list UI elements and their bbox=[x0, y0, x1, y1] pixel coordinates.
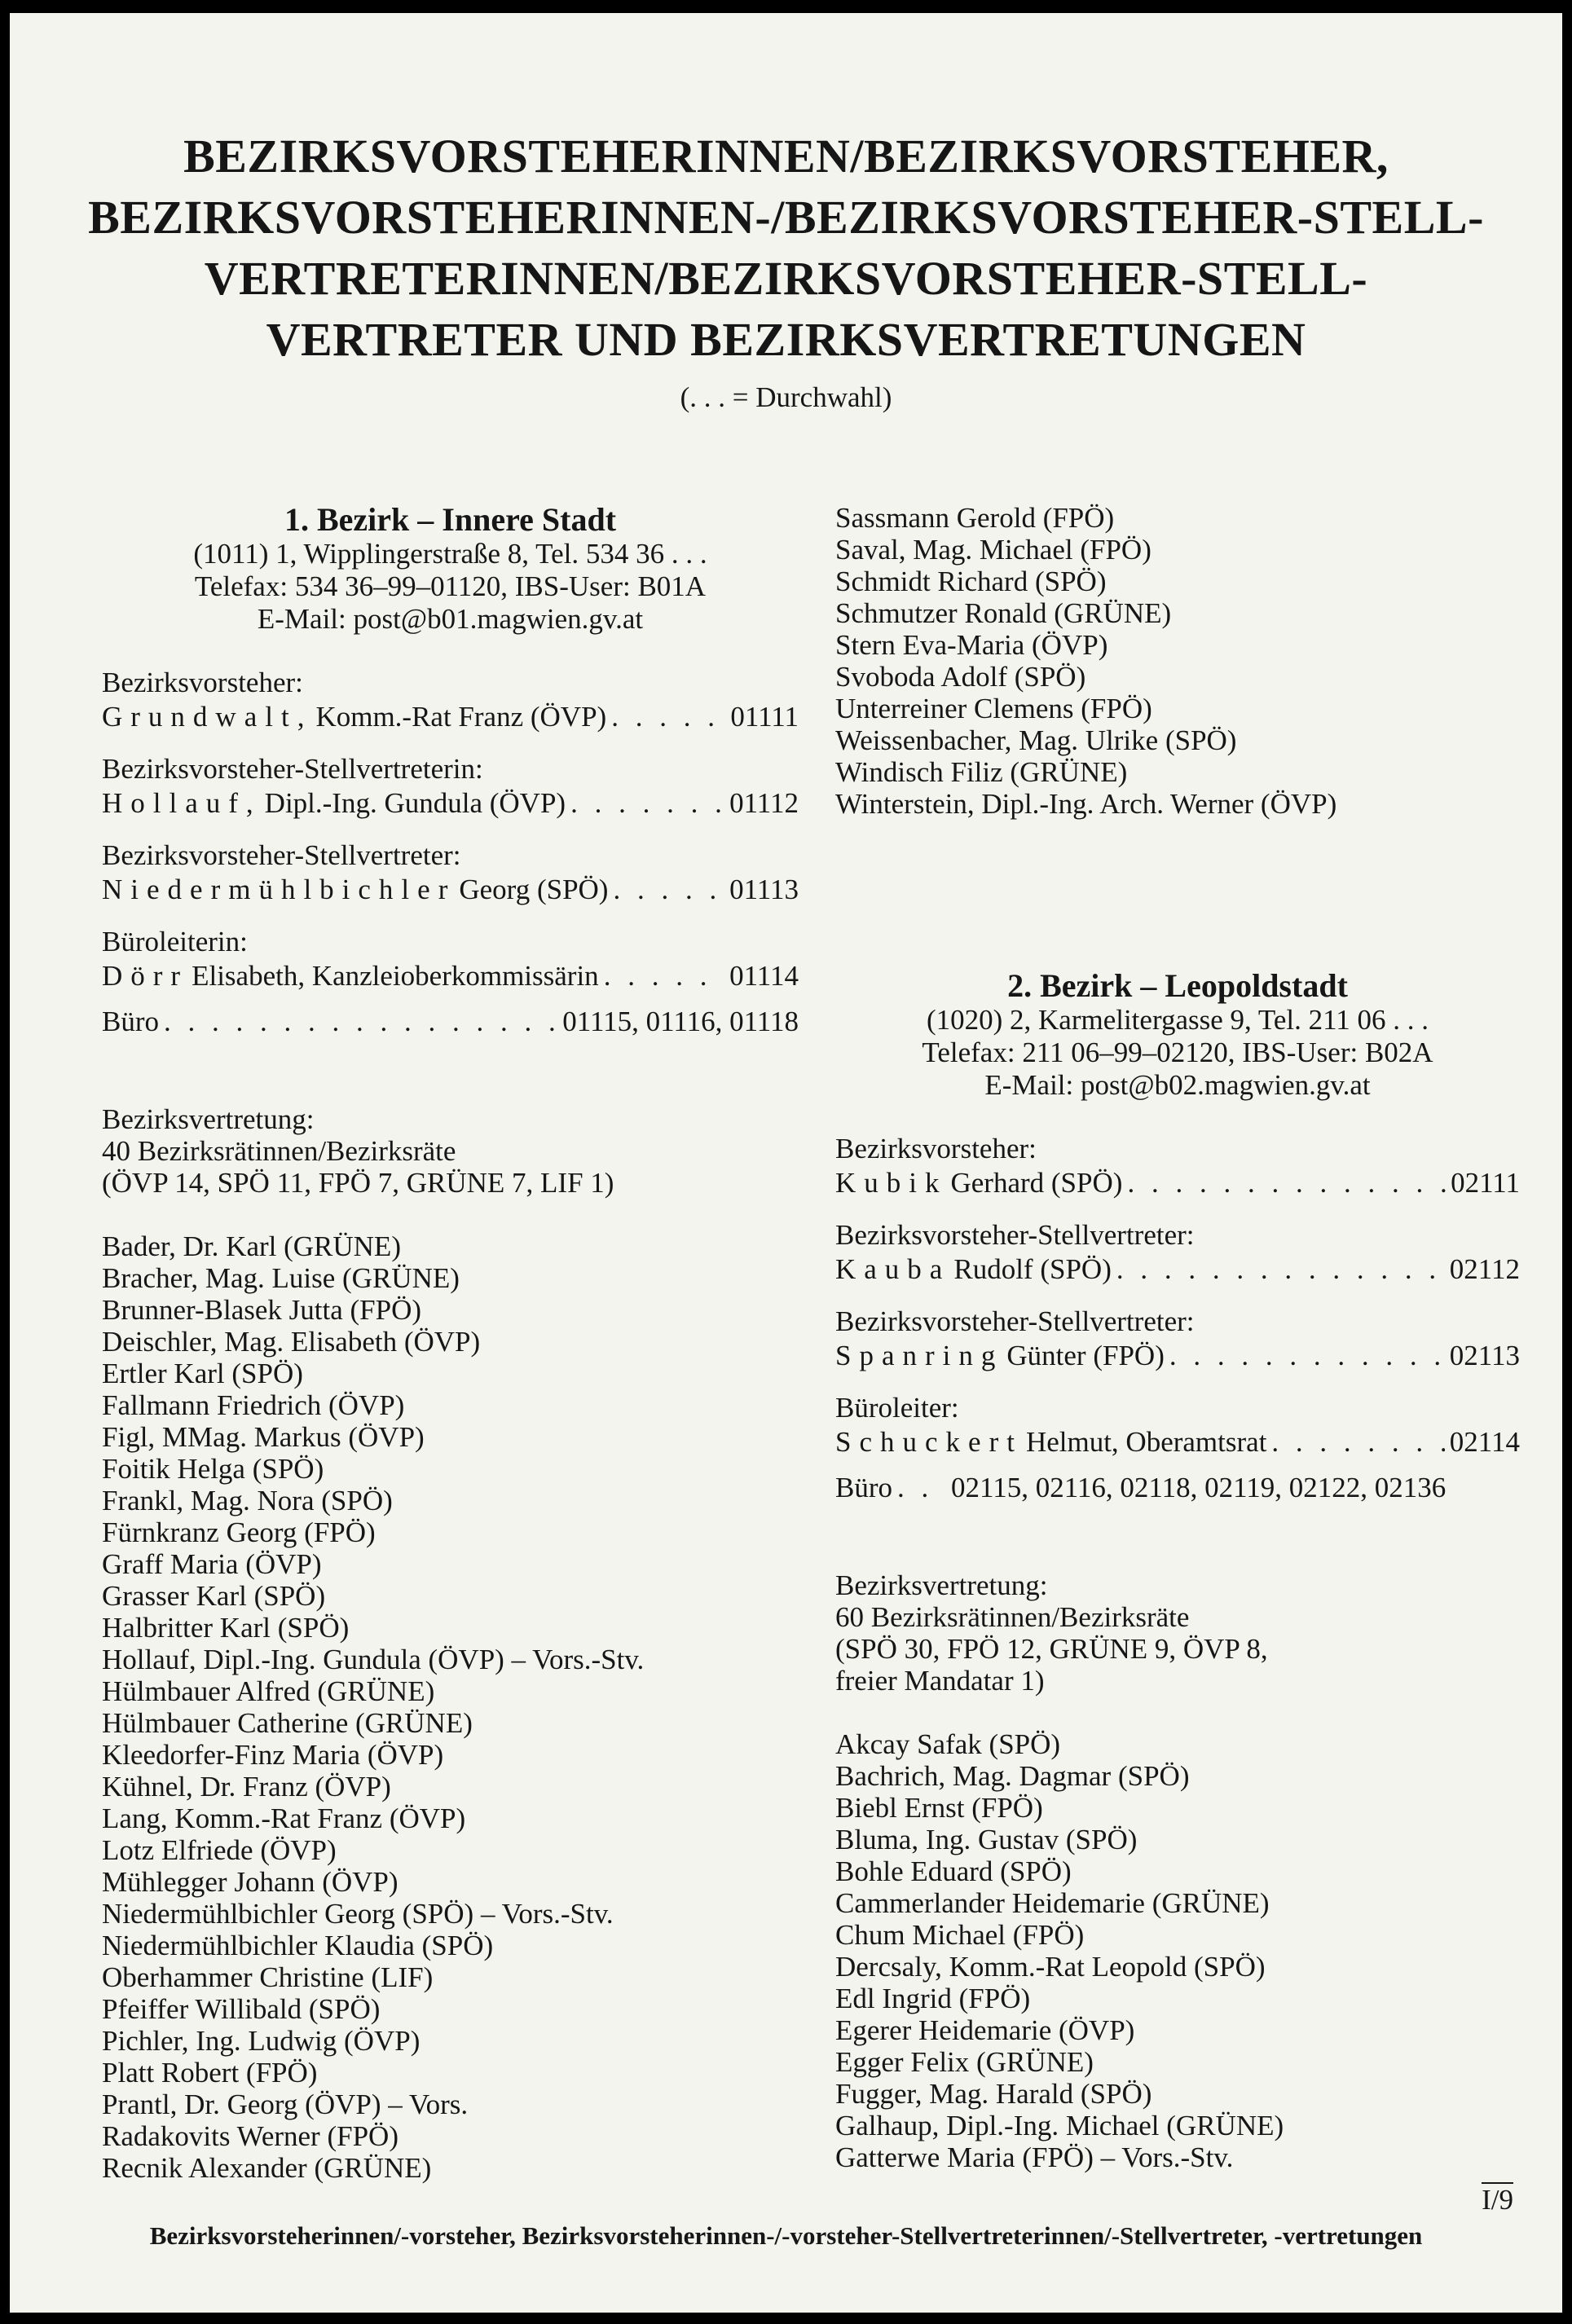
list-item: Weissenbacher, Mag. Ulrike (SPÖ) bbox=[835, 724, 1237, 756]
person-details: Günter (FPÖ) bbox=[1006, 1340, 1165, 1371]
list-item: Saval, Mag. Michael (FPÖ) bbox=[835, 534, 1151, 566]
list-item: Schmidt Richard (SPÖ) bbox=[835, 566, 1107, 597]
list-item: Fürnkranz Georg (FPÖ) bbox=[102, 1516, 376, 1548]
office-label: Büro bbox=[835, 1472, 892, 1503]
person-surname: Kauba bbox=[835, 1253, 951, 1285]
list-item: Edl Ingrid (FPÖ) bbox=[835, 1983, 1031, 2014]
list-item: Bracher, Mag. Luise (GRÜNE) bbox=[102, 1262, 460, 1294]
role-entry bbox=[102, 958, 799, 994]
role-label: Bezirksvorsteher: bbox=[835, 1133, 1037, 1164]
list-item: Biebl Ernst (FPÖ) bbox=[835, 1792, 1043, 1824]
title-line: BEZIRKSVORSTEHERINNEN/BEZIRKSVORSTEHER, bbox=[183, 130, 1389, 183]
list-item: Bluma, Ing. Gustav (SPÖ) bbox=[835, 1824, 1138, 1855]
dot-leader bbox=[604, 958, 724, 994]
list-item: Platt Robert (FPÖ) bbox=[102, 2057, 318, 2089]
page-title bbox=[10, 125, 1562, 370]
office-label: Büro bbox=[102, 1006, 159, 1037]
district-2-address: (1020) 2, Karmelitergasse 9, Tel. 211 06 . . . bbox=[926, 1004, 1429, 1036]
council-info-line: (ÖVP 14, SPÖ 11, FPÖ 7, GRÜNE 7, LIF 1) bbox=[102, 1167, 614, 1199]
document-page bbox=[10, 13, 1562, 2313]
list-item: Halbritter Karl (SPÖ) bbox=[102, 1612, 350, 1644]
list-item: Prantl, Dr. Georg (ÖVP) – Vors. bbox=[102, 2089, 469, 2120]
list-item: Dercsaly, Komm.-Rat Leopold (SPÖ) bbox=[835, 1951, 1266, 1983]
extension-number: 02114 bbox=[1449, 1426, 1520, 1458]
list-item: Graff Maria (ÖVP) bbox=[102, 1548, 322, 1580]
list-item: Egger Felix (GRÜNE) bbox=[835, 2046, 1094, 2078]
role-label: Bezirksvorsteher-Stellvertreter: bbox=[835, 1305, 1195, 1337]
district-2-role-bueroleiter bbox=[835, 1392, 1520, 1460]
role-label: Bezirksvorsteher: bbox=[102, 667, 303, 698]
list-item: Stern Eva-Maria (ÖVP) bbox=[835, 629, 1108, 661]
list-item: Kühnel, Dr. Franz (ÖVP) bbox=[102, 1771, 391, 1802]
dot-leader bbox=[570, 786, 724, 821]
office-numbers: 02115, 02116, 02118, 02119, 02122, 02136 bbox=[951, 1472, 1447, 1503]
district-1-role-bueroleiterin bbox=[102, 926, 799, 994]
list-item: Bohle Eduard (SPÖ) bbox=[835, 1855, 1072, 1887]
district-2-header bbox=[835, 968, 1520, 1102]
role-label: Büroleiter: bbox=[835, 1392, 959, 1424]
extension-number: 01111 bbox=[730, 701, 799, 733]
dot-leader bbox=[164, 1004, 557, 1040]
list-item: Niedermühlbichler Georg (SPÖ) – Vors.-Stv. bbox=[102, 1898, 614, 1930]
list-item: Sassmann Gerold (FPÖ) bbox=[835, 502, 1115, 534]
person-details: Dipl.-Ing. Gundula (ÖVP) bbox=[264, 787, 566, 819]
person-surname: Kubik bbox=[835, 1167, 948, 1199]
extension-number: 02112 bbox=[1449, 1253, 1520, 1285]
list-item: Bader, Dr. Karl (GRÜNE) bbox=[102, 1230, 401, 1262]
list-item: Kleedorfer-Finz Maria (ÖVP) bbox=[102, 1739, 444, 1771]
list-item: Ertler Karl (SPÖ) bbox=[102, 1358, 303, 1389]
district-1-member-list-continued bbox=[835, 502, 1520, 820]
list-item: Lotz Elfriede (ÖVP) bbox=[102, 1834, 337, 1866]
person-details: Elisabeth, Kanzleioberkommissärin bbox=[192, 960, 599, 992]
council-info-line: freier Mandatar 1) bbox=[835, 1665, 1045, 1697]
list-item: Bachrich, Mag. Dagmar (SPÖ) bbox=[835, 1760, 1190, 1792]
person-surname: Spanring bbox=[835, 1340, 1004, 1371]
council-info-line: 40 Bezirksrätinnen/Bezirksräte bbox=[102, 1135, 456, 1167]
district-1-member-list bbox=[102, 1230, 799, 2184]
dot-leader bbox=[1271, 1424, 1444, 1460]
role-entry bbox=[102, 699, 799, 735]
list-item: Pfeiffer Willibald (SPÖ) bbox=[102, 1993, 381, 2025]
list-item: Radakovits Werner (FPÖ) bbox=[102, 2120, 399, 2152]
role-label: Bezirksvorsteher-Stellvertreter: bbox=[102, 839, 461, 871]
list-item: Hülmbauer Catherine (GRÜNE) bbox=[102, 1707, 473, 1739]
council-info-line: (SPÖ 30, FPÖ 12, GRÜNE 9, ÖVP 8, bbox=[835, 1633, 1268, 1665]
district-2-fax: Telefax: 211 06–99–02120, IBS-User: B02A bbox=[922, 1037, 1433, 1068]
list-item: Unterreiner Clemens (FPÖ) bbox=[835, 693, 1152, 724]
district-1-role-stellvertreterin bbox=[102, 753, 799, 821]
district-2-role-stellvertreter-2 bbox=[835, 1305, 1520, 1374]
list-item: Fugger, Mag. Harald (SPÖ) bbox=[835, 2078, 1152, 2110]
dot-leader bbox=[1127, 1165, 1446, 1201]
list-item: Niedermühlbichler Klaudia (SPÖ) bbox=[102, 1930, 494, 1961]
list-item: Hülmbauer Alfred (GRÜNE) bbox=[102, 1675, 435, 1707]
extension-number: 02113 bbox=[1449, 1340, 1520, 1371]
subtitle-durchwahl-note: (. . . = Durchwahl) bbox=[680, 381, 892, 413]
list-item: Deischler, Mag. Elisabeth (ÖVP) bbox=[102, 1326, 481, 1358]
district-1-role-stellvertreter bbox=[102, 839, 799, 908]
running-footer: Bezirksvorsteherinnen/-vorsteher, Bezirksvorsteherinnen-/-vorsteher-Stellvertreterinnen/-Stellvertreter, -vertretungen bbox=[149, 2221, 1423, 2250]
person-details: Gerhard (SPÖ) bbox=[950, 1167, 1123, 1199]
district-1-fax: Telefax: 534 36–99–01120, IBS-User: B01A bbox=[194, 570, 707, 602]
district-1-office-entry bbox=[102, 1004, 799, 1040]
council-info-line: 60 Bezirksrätinnen/Bezirksräte bbox=[835, 1601, 1190, 1633]
district-1-role-vorsteher bbox=[102, 667, 799, 735]
council-label: Bezirksvertretung: bbox=[835, 1569, 1048, 1601]
person-details: Georg (SPÖ) bbox=[459, 874, 609, 905]
district-1-address: (1011) 1, Wipplingerstraße 8, Tel. 534 36 . . . bbox=[193, 538, 707, 570]
list-item: Frankl, Mag. Nora (SPÖ) bbox=[102, 1485, 393, 1516]
list-item: Winterstein, Dipl.-Ing. Arch. Werner (ÖVP) bbox=[835, 788, 1337, 820]
role-entry bbox=[102, 872, 799, 908]
list-item: Foitik Helga (SPÖ) bbox=[102, 1453, 324, 1485]
list-item: Chum Michael (FPÖ) bbox=[835, 1919, 1085, 1951]
person-surname: Hollauf, bbox=[102, 787, 262, 819]
list-item: Schmutzer Ronald (GRÜNE) bbox=[835, 597, 1172, 629]
role-entry bbox=[835, 1424, 1520, 1460]
person-details: Helmut, Oberamtsrat bbox=[1025, 1426, 1267, 1458]
dot-leader bbox=[1169, 1338, 1445, 1374]
person-surname: Grundwalt, bbox=[102, 701, 313, 733]
district-2-council bbox=[835, 1569, 1520, 1697]
title-line: VERTRETER UND BEZIRKSVERTRETUNGEN bbox=[266, 313, 1306, 366]
list-item: Grasser Karl (SPÖ) bbox=[102, 1580, 326, 1612]
list-item: Galhaup, Dipl.-Ing. Michael (GRÜNE) bbox=[835, 2110, 1284, 2141]
role-label: Bezirksvorsteher-Stellvertreter: bbox=[835, 1219, 1195, 1251]
list-item: Cammerlander Heidemarie (GRÜNE) bbox=[835, 1887, 1270, 1919]
district-2-email: E-Mail: post@b02.magwien.gv.at bbox=[984, 1069, 1371, 1101]
person-details: Rudolf (SPÖ) bbox=[953, 1253, 1112, 1285]
district-2-title: 2. Bezirk – Leopoldstadt bbox=[1007, 967, 1348, 1004]
dot-leader bbox=[611, 699, 725, 735]
dot-leader bbox=[613, 872, 724, 908]
extension-number: 01112 bbox=[729, 787, 799, 819]
role-entry bbox=[835, 1338, 1520, 1374]
district-2-office-entry bbox=[835, 1470, 1520, 1506]
person-surname: Schuckert bbox=[835, 1426, 1023, 1458]
list-item: Mühlegger Johann (ÖVP) bbox=[102, 1866, 399, 1898]
list-item: Akcay Safak (SPÖ) bbox=[835, 1728, 1061, 1760]
list-item: Figl, MMag. Markus (ÖVP) bbox=[102, 1421, 425, 1453]
list-item: Hollauf, Dipl.-Ing. Gundula (ÖVP) – Vors.-Stv. bbox=[102, 1644, 645, 1675]
list-item: Egerer Heidemarie (ÖVP) bbox=[835, 2014, 1135, 2046]
title-line: VERTRETERINNEN/BEZIRKSVORSTEHER-STELL- bbox=[204, 252, 1368, 305]
district-2-member-list bbox=[835, 1728, 1520, 2173]
page-number: I/9 bbox=[1482, 2184, 1513, 2216]
office-numbers: 01115, 01116, 01118 bbox=[562, 1006, 799, 1037]
list-item: Gatterwe Maria (FPÖ) – Vors.-Stv. bbox=[835, 2141, 1234, 2173]
extension-number: 01113 bbox=[729, 874, 799, 905]
role-label: Bezirksvorsteher-Stellvertreterin: bbox=[102, 753, 483, 785]
district-2-role-stellvertreter-1 bbox=[835, 1219, 1520, 1287]
council-label: Bezirksvertretung: bbox=[102, 1103, 315, 1135]
district-1-header bbox=[102, 502, 799, 636]
role-entry bbox=[835, 1165, 1520, 1201]
role-entry bbox=[835, 1252, 1520, 1287]
role-label: Büroleiterin: bbox=[102, 926, 248, 957]
extension-number: 02111 bbox=[1451, 1167, 1520, 1199]
list-item: Recnik Alexander (GRÜNE) bbox=[102, 2152, 432, 2184]
district-1-title: 1. Bezirk – Innere Stadt bbox=[284, 501, 617, 538]
district-1-council bbox=[102, 1103, 799, 1199]
extension-number: 01114 bbox=[729, 960, 799, 992]
list-item: Oberhammer Christine (LIF) bbox=[102, 1961, 434, 1993]
dot-leader bbox=[1116, 1252, 1445, 1287]
column-right bbox=[835, 502, 1520, 2173]
list-item: Windisch Filiz (GRÜNE) bbox=[835, 756, 1128, 788]
role-entry bbox=[102, 786, 799, 821]
district-1-email: E-Mail: post@b01.magwien.gv.at bbox=[257, 603, 644, 635]
person-surname: Dörr bbox=[102, 960, 189, 992]
list-item: Fallmann Friedrich (ÖVP) bbox=[102, 1389, 405, 1421]
column-left bbox=[102, 502, 799, 2184]
list-item: Brunner-Blasek Jutta (FPÖ) bbox=[102, 1294, 422, 1326]
person-surname: Niedermühlbichler bbox=[102, 874, 456, 905]
list-item: Pichler, Ing. Ludwig (ÖVP) bbox=[102, 2025, 421, 2057]
list-item: Lang, Komm.-Rat Franz (ÖVP) bbox=[102, 1802, 466, 1834]
district-2-role-vorsteher bbox=[835, 1133, 1520, 1201]
person-details: Komm.-Rat Franz (ÖVP) bbox=[315, 701, 607, 733]
list-item: Svoboda Adolf (SPÖ) bbox=[835, 661, 1086, 693]
dot-leader bbox=[897, 1470, 946, 1506]
title-line: BEZIRKSVORSTEHERINNEN-/BEZIRKSVORSTEHER-STELL- bbox=[88, 191, 1484, 244]
